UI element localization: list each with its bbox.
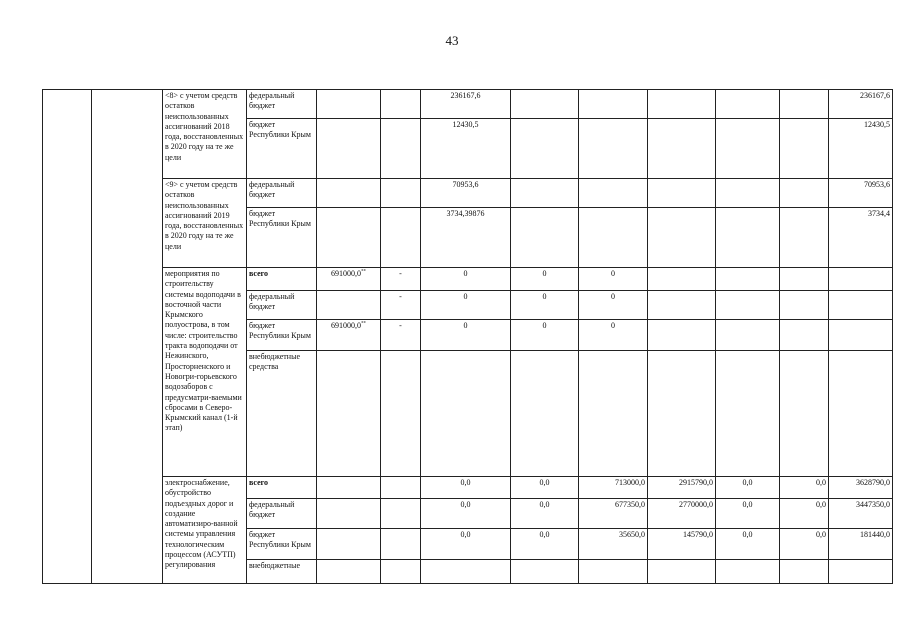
value-cell: 0,0 xyxy=(780,477,829,499)
funding-source: бюджет Республики Крым xyxy=(247,208,317,268)
value-cell: 0 xyxy=(579,268,648,291)
total-cell: 181440,0 xyxy=(829,529,893,560)
funding-source: внебюджетные xyxy=(247,560,317,584)
total-cell: 3734,4 xyxy=(829,208,893,268)
value-cell: 0,0 xyxy=(421,477,511,499)
funding-source: бюджет Республики Крым xyxy=(247,320,317,351)
value-cell: 713000,0 xyxy=(579,477,648,499)
funding-source: федеральный бюджет xyxy=(247,291,317,320)
table-row xyxy=(43,179,893,208)
value-cell: 0 xyxy=(579,291,648,320)
total-cell: 236167,6 xyxy=(829,90,893,119)
funding-source: федеральный бюджет xyxy=(247,90,317,119)
value-cell: 2915790,0 xyxy=(648,477,716,499)
value-cell: 0,0 xyxy=(511,477,579,499)
activity-description: <9> с учетом средств остатков неиспользованных ассигнований 2019 года, восстановленных в 2020 году на те же цели xyxy=(163,179,247,268)
value-cell: 691000,0** xyxy=(317,320,381,351)
value-cell: 691000,0** xyxy=(317,268,381,291)
value-cell: 70953,6 xyxy=(421,179,511,208)
budget-table xyxy=(42,89,893,584)
value-cell: - xyxy=(381,291,421,320)
funding-source: всего xyxy=(247,268,317,291)
value-cell: 0,0 xyxy=(716,477,780,499)
value-cell: 12430,5 xyxy=(421,119,511,179)
value-cell: 0,0 xyxy=(716,499,780,529)
funding-source: внебюджетные средства xyxy=(247,351,317,477)
table-row xyxy=(43,268,893,291)
funding-source: всего xyxy=(247,477,317,499)
value-cell: 0 xyxy=(511,291,579,320)
value-cell: 0 xyxy=(421,291,511,320)
value-cell: 0 xyxy=(421,320,511,351)
funding-source: бюджет Республики Крым xyxy=(247,119,317,179)
value-cell: 0,0 xyxy=(511,529,579,560)
funding-source: федеральный бюджет xyxy=(247,499,317,529)
total-cell: 70953,6 xyxy=(829,179,893,208)
activity-description: электроснабжение, обустройство подъездных дорог и создание автоматизиро-ванной системы управления технологическим процессом (АСУТП) регулирования xyxy=(163,477,247,584)
value-cell: 35650,0 xyxy=(579,529,648,560)
value-cell: - xyxy=(381,320,421,351)
value-cell: 0 xyxy=(579,320,648,351)
funding-source: бюджет Республики Крым xyxy=(247,529,317,560)
value-cell: 0,0 xyxy=(780,529,829,560)
value-cell: 0 xyxy=(511,320,579,351)
value-cell: 677350,0 xyxy=(579,499,648,529)
value-cell: 0 xyxy=(511,268,579,291)
activity-description: мероприятия по строительству системы водоподачи в восточной части Крымского полуострова, в том числе: строительство тракта водоподачи от Нежинского, Просторненского и Новогри-горьевского водозаборов с предусматри-ваемыми сбросами в Северо-Крымский канал (1-й этап) xyxy=(163,268,247,477)
value-cell: 145790,0 xyxy=(648,529,716,560)
total-cell: 3447350,0 xyxy=(829,499,893,529)
value-cell: - xyxy=(381,268,421,291)
value-cell: 0,0 xyxy=(421,499,511,529)
value-cell: 0,0 xyxy=(716,529,780,560)
value-cell: 0 xyxy=(421,268,511,291)
table-row xyxy=(43,477,893,499)
value-cell: 2770000,0 xyxy=(648,499,716,529)
activity-description: <8> с учетом средств остатков неиспользованных ассигнований 2018 года, восстановленных в 2020 году на те же цели xyxy=(163,90,247,179)
value-cell: 0,0 xyxy=(511,499,579,529)
page-number: 43 xyxy=(445,33,459,48)
total-cell: 12430,5 xyxy=(829,119,893,179)
table-row xyxy=(43,90,893,119)
value-cell: 236167,6 xyxy=(421,90,511,119)
total-cell: 3628790,0 xyxy=(829,477,893,499)
value-cell: 3734,39876 xyxy=(421,208,511,268)
funding-source: федеральный бюджет xyxy=(247,179,317,208)
value-cell: 0,0 xyxy=(780,499,829,529)
value-cell: 0,0 xyxy=(421,529,511,560)
